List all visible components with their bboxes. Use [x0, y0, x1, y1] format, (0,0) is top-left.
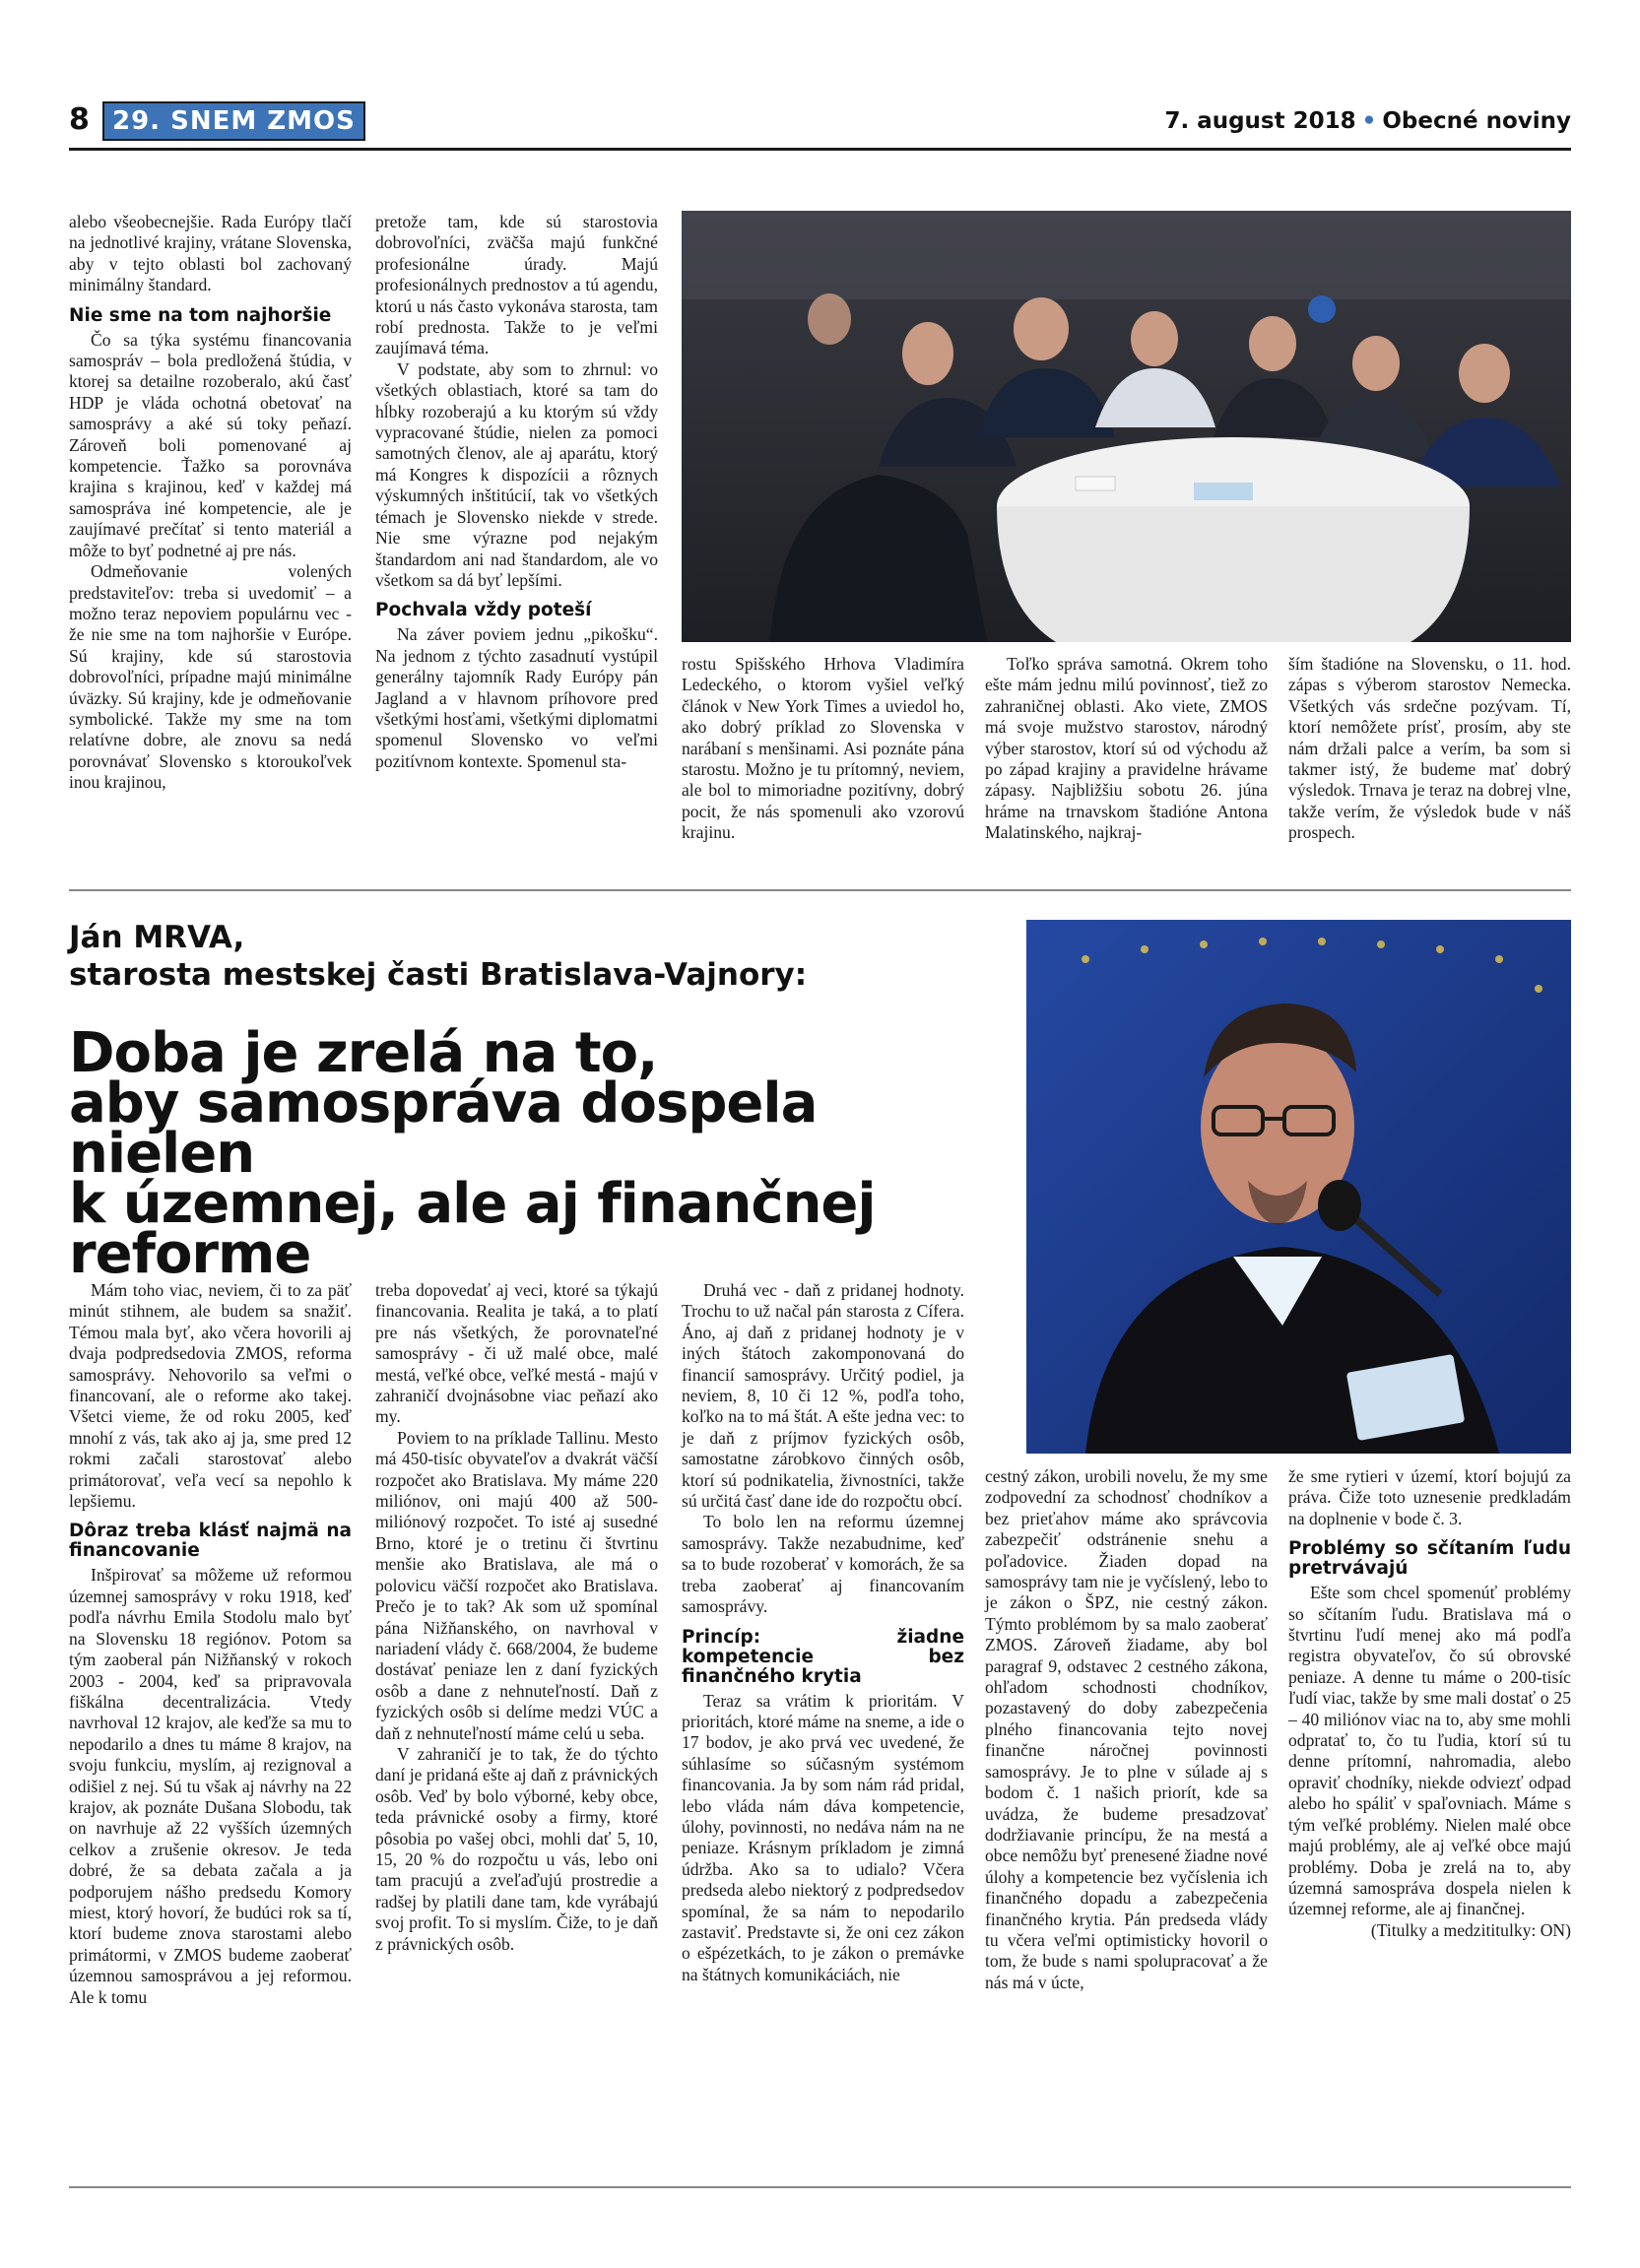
subheading: Pochvala vždy poteší — [375, 600, 592, 621]
article-headline — [69, 1021, 1015, 1286]
paragraph: Teraz sa vrátim k prioritám. V prioritách, ktoré máme na sneme, a ide o 17 bodov, je ako prvá vec uvedené, že súhlasíme so súčasným systémom financovania. Ja by som nám rád pridal, lebo vláda nám dáva kompetencie, úlohy, povinnosti, no nedáva nám na ne peniaze. Krásnym príkladom je zimná údržba. Ako sa to udialo? Včera predseda alebo niektorý z podpredsedov spomínal, že sa nám to nepodarilo zastaviť. Predstavte si, že oni cez zákon o ešpézetkách, to je zákon o premávke na štátnych komunikáciách, nie — [682, 1690, 964, 1984]
paragraph: cestný zákon, urobili novelu, že my sme zodpovední za schodnosť chodníkov a bez prieťahov máme ako správcovia zabezpečiť odstránenie snehu a poľadovice. Žiaden dopad na samosprávy tam nie je vyčíslený, lebo to je zákon o ŠPZ, nie cestný zákon. Týmto problémom by sa malo zaoberať ZMOS. Zároveň žiadame, aby bol paragraf 9, odstavec 2 cestného zákona, ohľadom schodnosti chodníkov, pozastavený do doby zabezpečenia plného financovania tejto novej finančne náročnej povinnosti samosprávy. Je to plne v súlade aj s bodom č. 1 našich priorít, kde sa uvádza, že budeme presadzovať dodržiavanie princípu, že na mestá a obce nemôžu byť prenesené žiadne nové úlohy a kompetencie bez vyčíslenia ich finančného dopadu a zabezpečenia finančného krytia. Pán predseda vlády tu včera veľmi optimisticky hovoril o tom, že bude s nami spolupracovať a že nás má v úcte, — [985, 1466, 1268, 1992]
paragraph: rostu Spišského Hrhova Vladimíra Ledeckého, o ktorom vyšiel veľký článok v New York Times a uviedol ho, ako dobrý príklad zo Slovenska v narábaní s menšinami. Asi poznáte pána starostu. Možno je tu prítomný, neviem, ale bol to mimoriadne pozitívny, dobrý pocit, že nás spomenuli ako vzorovú krajinu. — [682, 654, 964, 843]
paragraph: Inšpirovať sa môžeme už reformou územnej samosprávy v roku 1918, keď podľa návrhu Emila Stodolu malo byť na Slovensku 18 regiónov. Potom sa tým zaoberal pán Nižňanský v rokoch 2003 - 2004, keď sa pripravovala fiškálna decentralizácia. Vtedy navrhoval 12 krajov, ale keďže sa mu to nepodarilo a dnes tu máme 8 krajov, na svoju funkciu, myslím, aj rezignoval a odišiel z nej. Sú tu však aj návrhy na 22 krajov, ak poznáte Dušana Slobodu, tak on navrhuje až 22 vyšších územných celkov a zrušenie okresov. Je teda dobré, že sa debata začala a ja podporujem nášho predsedu Komory miest, ktorý hovorí, že budúci rok sa tí, ktorí budeme znova starostami alebo primátormi, v ZMOS budeme zaoberať územnou samosprávou a jej reformou. Ale k tomu — [69, 1565, 352, 2007]
interview-column-5 — [1288, 1466, 1571, 1941]
headline-line: aby samospráva dospela nielen — [69, 1071, 818, 1186]
top-column-2 — [375, 212, 658, 772]
subheading: Nie sme na tom najhoršie — [69, 304, 332, 326]
top-column-1 — [69, 212, 352, 794]
paragraph: ším štadióne na Slovensku, o 11. hod. zápas s výberom starostov Nemecka. Všetkých vás srdečne pozývam. Tí, ktorí nemôžete prísť, prosím, aby ste nám držali palce a verím, ba som si takmer istý, že budeme mať dobrý výsledok. Trnava je teraz na dobrej vlne, takže verím, že výsledok bude v náš prospech. — [1288, 654, 1571, 843]
headline-line: k územnej, ale aj finančnej — [69, 1172, 876, 1236]
section-divider — [69, 889, 1571, 891]
meeting-photo — [682, 211, 1571, 642]
speaker-illustration — [1026, 920, 1571, 1454]
meeting-illustration — [682, 211, 1571, 642]
interviewee-role: starosta mestskej časti Bratislava-Vajnory: — [69, 957, 808, 993]
interview-column-2 — [375, 1280, 658, 1955]
paragraph: Čo sa týka systému financovania samospráv – bola predložená štúdia, v ktorej sa detailne rozoberalo, akú časť HDP je vláda ochotná obetovať na samosprávy a aké sú toky peňazí. Zároveň boli pomenované aj kompetencie. Ťažko sa porovnáva krajina s krajinou, keď v každej má samospráva iné kompetencie, ale je zaujímavé prečítať si tento materiál a môže to byť podnetné aj pre nás. — [69, 329, 352, 560]
interview-column-1 — [69, 1280, 352, 2008]
paragraph: Mám toho viac, neviem, či to za päť minút stihnem, ale budem sa snažiť. Témou mala byť, ako včera hovorili aj dvaja podpredsedovia ZMOS, reforma samosprávy. Nehovorilo sa veľmi o financovaní, ale o reforme ako takej. Všetci vieme, že od roku 2005, keď mnohí z vás, tak ako aj ja, sme pred 12 rokmi začali starostovať alebo primátorovať, veľa vecí sa nepohlo k lepšiemu. — [69, 1280, 352, 1512]
interview-column-4 — [985, 1466, 1268, 1993]
section-label: 29. SNEM ZMOS — [102, 101, 365, 141]
paragraph: V podstate, aby som to zhrnul: vo všetkých oblastiach, ktoré sa tam do hĺbky rozoberajú a ku ktorým sú vždy vypracované štúdie, nielen za pomoci samotných členov, ale aj aparátu, ktorý má Kongres k dispozícii a rôznych výskumných inštitúcií, tak vo všetkých témach je Slovensko niekde v strede. Nie sme výrazne pod nejakým štandardom ani nad štandardom, ale vo všetkom sa dá byť lepšími. — [375, 358, 658, 590]
paragraph: pretože tam, kde sú starostovia dobrovoľníci, zväčša majú funkčné profesionálne úrady. Majú profesionálnych prednostov a tú agendu, ktorú u nás často vykonáva starosta, tam robí prednosta. Takže to je veľmi zaujímavá téma. — [375, 212, 658, 358]
publication-name: Obecné noviny — [1382, 108, 1571, 134]
paragraph: že sme rytieri v území, ktorí bojujú za práva. Čiže toto uznesenie predkladám na doplnenie v bode č. 3. — [1288, 1466, 1571, 1528]
headline-line: Doba je zrelá na to, — [69, 1021, 658, 1085]
header-rule — [69, 148, 1571, 151]
paragraph: Odmeňovanie volených predstaviteľov: treba si uvedomiť – a možno teraz nepoviem populárnu vec - že nie sme na tom najhoršie v Európe. Sú krajiny, kde sú starostovia dobrovoľníci, prípadne majú minimálne úväzky. Sú krajiny, kde je odmeňovanie symbolické. Takže my sme na tom relatívne dobre, ale znovu sa nedá porovnávať Slovensko s ktoroukoľvek inou krajinou, — [69, 561, 352, 793]
subheading: Problémy so sčítaním ľudu pretrvávajú — [1288, 1538, 1571, 1580]
paragraph: alebo všeobecnejšie. Rada Európy tlačí na jednotlivé krajiny, vrátane Slovenska, aby v tejto oblasti bol zachovaný minimálny štandard. — [69, 212, 352, 295]
headline-line: reforme — [69, 1222, 311, 1286]
subheading: Princíp: žiadne kompetencie bez finančného krytia — [682, 1626, 964, 1687]
paragraph: treba dopovedať aj veci, ktoré sa týkajú financovania. Realita je taká, a to platí pre nás všetkých, že porovnateľné samosprávy - či už malé obce, malé mestá, veľké obce, veľké mestá - majú v zahraničí dvojnásobne viac peňazí ako my. — [375, 1280, 658, 1427]
issue-date: 7. august 2018 — [1164, 108, 1356, 134]
paragraph: V zahraničí je to tak, že do týchto daní je pridaná ešte aj daň z právnických osôb. Veď by bolo výborné, keby obce, teda právnické osoby a firmy, ktoré pôsobia po vašej obci, mohli dať 5, 10, 15, 20 % do rozpočtu u vás, lebo oni tam pracujú a zveľaďujú prostredie a radšej by platili dane tam, kde vyrábajú svoj profit. To si myslím. Čiže, to je daň z právnických osôb. — [375, 1743, 658, 1954]
paragraph: Poviem to na príklade Tallinu. Mesto má 450-tisíc obyvateľov a dvakrát väčší rozpočet ako Bratislava. My máme 220 miliónov, oni majú 400 až 500-miliónový rozpočet. To isté aj susedné Brno, ktoré je o tretinu či štvrtinu menšie ako Bratislava, ale má o polovicu väčší rozpočet ako Bratislava. Prečo je to tak? Ak som už spomínal pána Nižňanského, on navrhoval v nariadení vlády č. 668/2004, že budeme dostávať peniaze len z daní fyzických osôb a dane z nehnuteľností. Daň z fyzických osôb si delíme medzi VÚC a daň z nehnuteľností máme celú u seba. — [375, 1427, 658, 1743]
paragraph: Toľko správa samotná. Okrem toho ešte mám jednu milú povinnosť, tiež zo zahraničnej oblasti. Ako viete, ZMOS má svoje mužstvo starostov, národný výber starostov, ktorí sú od východu až po západ krajiny a pravidelne hrávame zápasy. Najbližšiu sobotu 26. júna hráme na trnavskom štadióne Antona Malatinského, najkraj- — [985, 654, 1268, 843]
bullet-separator: • — [1361, 108, 1377, 134]
issue-info — [1164, 108, 1571, 134]
paragraph: Na záver poviem jednu „pikošku“. Na jednom z týchto zasadnutí vystúpil generálny tajomník Rady Európy pán Jagland a v hlavnom príhovore pred všetkými hosťami, všetkými diplomatmi spomenul Slovensko vo veľmi pozitívnom kontexte. Spomenul sta- — [375, 624, 658, 771]
subheading: Dôraz treba klásť najmä na financovanie — [69, 1521, 352, 1562]
top-column-5 — [1288, 654, 1571, 844]
paragraph: Ešte som chcel spomenúť problémy so sčítaním ľudu. Bratislava má o štvrtinu ľudí menej ako má podľa registra obyvateľov, čo sú obrovské peniaze. A denne tu máme o 200-tisíc ľudí viac, takže by sme mali dostať o 25 – 40 miliónov viac na to, aby sme mohli odpratať to, čo tu ľudia, ktorí sú tu denne prítomní, nahromadia, alebo opraviť chodníky, niekde odviezť odpad alebo ho spáliť v spaľovniach. Máme s tým veľké problémy. Nielen malé obce majú problémy, ale aj veľké obce majú problémy. Doba je zrelá na to, aby územná samospráva dospela nielen k územnej reforme, ale aj finančnej. — [1288, 1583, 1571, 1919]
credits-note: (Titulky a medzititulky: ON) — [1370, 1919, 1571, 1940]
top-column-4 — [985, 654, 1268, 844]
paragraph: To bolo len na reformu územnej samosprávy. Takže nezabudnime, keď sa to bude rozoberať v komorách, že sa treba zaoberať aj financovaním samosprávy. — [682, 1512, 964, 1617]
interviewee-name: Ján MRVA, — [69, 920, 245, 955]
interview-column-3 — [682, 1280, 964, 1985]
speaker-photo — [1026, 920, 1571, 1454]
top-column-3 — [682, 654, 964, 844]
footer-rule — [69, 2186, 1571, 2188]
paragraph: Druhá vec - daň z pridanej hodnoty. Trochu to už načal pán starosta z Cífera. Áno, aj daň z pridanej hodnoty je v iných štátoch zakomponovaná do financií samosprávy. Určitý podiel, ja neviem, 8, 10 či 12 %, podľa toho, koľko na to má štát. A ešte jedna vec: to je daň z príjmov fyzických osôb, samostatne zárobkovo činných osôb, ktorí sú podnikatelia, živnostníci, takže sú určitá časť dane ide do rozpočtu obcí. — [682, 1280, 964, 1512]
page-number: 8 — [69, 102, 90, 137]
